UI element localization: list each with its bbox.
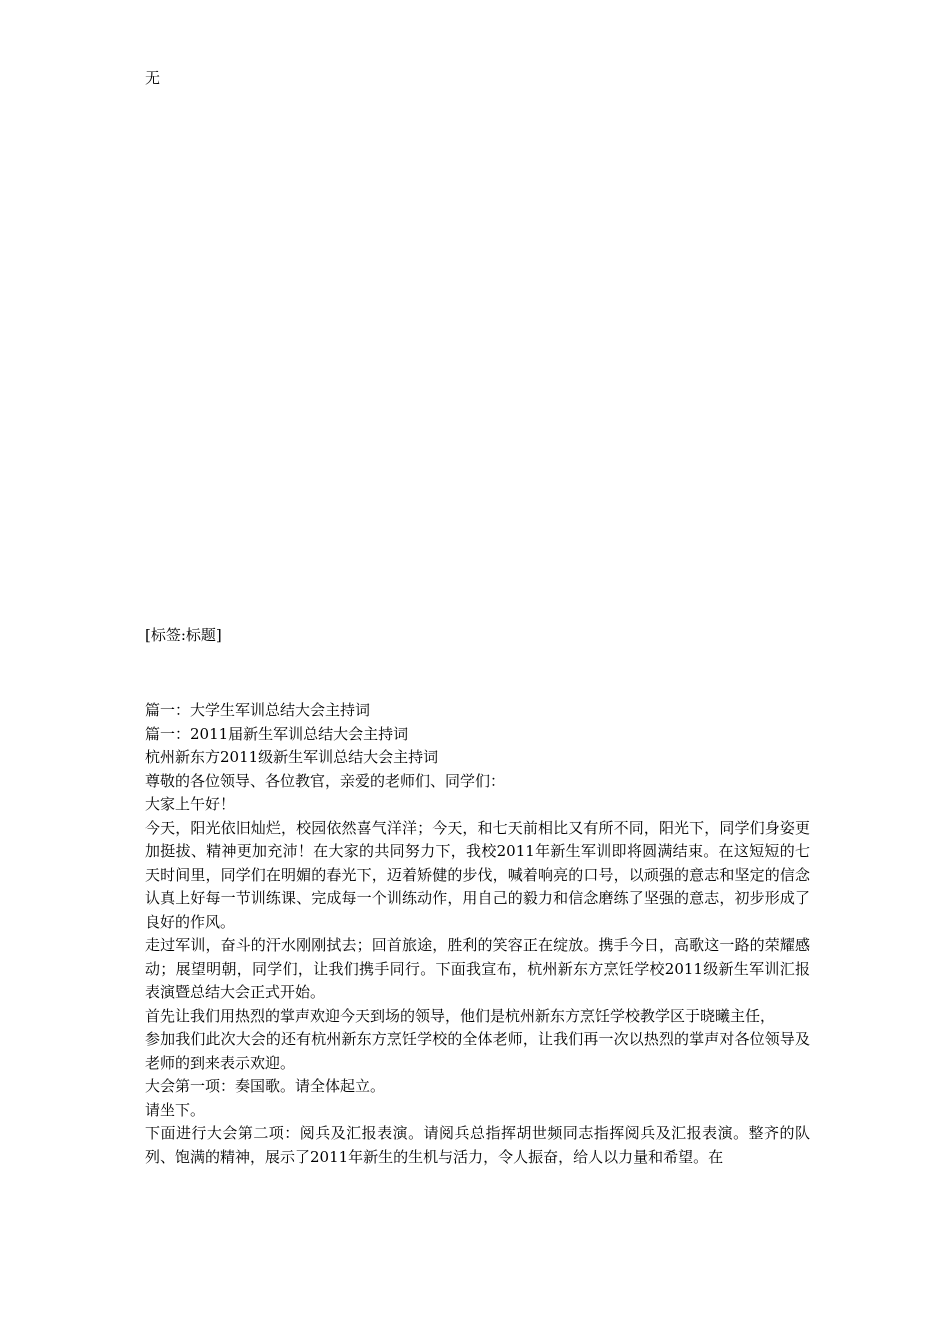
top-word: 无 [145,69,161,87]
paragraph: 请坐下。 [145,1100,206,1119]
paragraph: 走过军训，奋斗的汗水刚刚拭去；回首旅途，胜利的笑容正在绽放。携手今日，高歌这一路的荣耀感动；展望明朝，同学们，让我们携手同行。下面我宣布，杭州新东方烹饪学校2011级新生军训汇报表演暨总结大会正式开始。 [145,936,810,1001]
paragraph: 首先让我们用热烈的掌声欢迎今天到场的领导，他们是杭州新东方烹饪学校教学区于晓曦主任， [145,1006,776,1025]
paragraph: 今天，阳光依旧灿烂，校园依然喜气洋洋；今天，和七天前相比又有所不同，阳光下，同学们身姿更加挺拔、精神更加充沛！在大家的共同努力下，我校2011年新生军训即将圆满结束。在这短短的七天时间里，同学们在明媚的春光下，迈着矫健的步伐，喊着响亮的口号，以顽强的意志和坚定的信念认真上好每一节训练课、完成每一个训练动作，用自己的毅力和信念磨练了坚强的意志，初步形成了良好的作风。 [145,818,810,931]
tag-line: [标签:标题] [145,626,222,644]
paragraph: 杭州新东方2011级新生军训总结大会主持词 [145,748,439,766]
body-text [145,699,810,1169]
paragraph: 大会第一项：奏国歌。请全体起立。 [145,1077,386,1095]
paragraph: 大家上午好！ [145,795,236,813]
paragraph: 尊敬的各位领导、各位教官，亲爱的老师们、同学们： [145,771,506,790]
paragraph: 篇一：2011届新生军训总结大会主持词 [145,724,409,743]
article-title: 篇一：大学生军训总结大会主持词 [145,701,371,719]
paragraph: 参加我们此次大会的还有杭州新东方烹饪学校的全体老师，让我们再一次以热烈的掌声对各位领导及老师的到来表示欢迎。 [145,1030,810,1072]
paragraph: 下面进行大会第二项：阅兵及汇报表演。请阅兵总指挥胡世频同志指挥阅兵及汇报表演。整齐的队列、饱满的精神，展示了2011年新生的生机与活力，令人振奋，给人以力量和希望。在 [145,1124,810,1166]
